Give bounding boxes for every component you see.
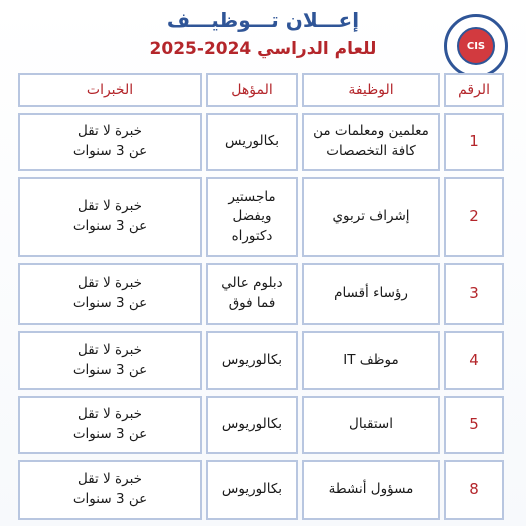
page-title: إعـــلان تـــوظيـــف bbox=[166, 8, 360, 32]
row-4-qualification: بكالوريوس bbox=[206, 331, 298, 390]
header bbox=[0, 6, 526, 68]
row-3-job: رؤساء أقسام bbox=[302, 263, 440, 325]
column-header-number: الرقم bbox=[444, 73, 504, 107]
logo-emblem: CIS bbox=[457, 27, 495, 65]
row-5-qualification: بكالوريوس bbox=[206, 396, 298, 454]
row-4-job: موظف IT bbox=[302, 331, 440, 390]
row-6-job: مسؤول أنشطة bbox=[302, 460, 440, 520]
row-6-qualification: بكالوريوس bbox=[206, 460, 298, 520]
row-3-experience: خبرة لا تقل عن 3 سنوات bbox=[18, 263, 202, 325]
row-5-number: 5 bbox=[444, 396, 504, 454]
row-3-number: 3 bbox=[444, 263, 504, 325]
row-1-qualification: بكالوريس bbox=[206, 113, 298, 171]
school-logo bbox=[444, 14, 508, 78]
row-1-experience: خبرة لا تقل عن 3 سنوات bbox=[18, 113, 202, 171]
row-4-experience: خبرة لا تقل عن 3 سنوات bbox=[18, 331, 202, 390]
page-subtitle: للعام الدراسي 2024-2025 bbox=[149, 39, 377, 59]
column-header-experience: الخبرات bbox=[18, 73, 202, 107]
column-header-qualification: المؤهل bbox=[206, 73, 298, 107]
column-header-job: الوظيفة bbox=[302, 73, 440, 107]
row-4-number: 4 bbox=[444, 331, 504, 390]
row-2-experience: خبرة لا تقل عن 3 سنوات bbox=[18, 177, 202, 257]
row-6-experience: خبرة لا تقل عن 3 سنوات bbox=[18, 460, 202, 520]
row-2-number: 2 bbox=[444, 177, 504, 257]
row-3-qualification: دبلوم عالي فما فوق bbox=[206, 263, 298, 325]
row-2-job: إشراف تربوي bbox=[302, 177, 440, 257]
row-1-job: معلمين ومعلمات من كافة التخصصات bbox=[302, 113, 440, 171]
row-1-number: 1 bbox=[444, 113, 504, 171]
row-2-qualification: ماجستير ويفضل دكتوراه bbox=[206, 177, 298, 257]
row-6-number: 8 bbox=[444, 460, 504, 520]
row-5-job: استقبال bbox=[302, 396, 440, 454]
row-5-experience: خبرة لا تقل عن 3 سنوات bbox=[18, 396, 202, 454]
